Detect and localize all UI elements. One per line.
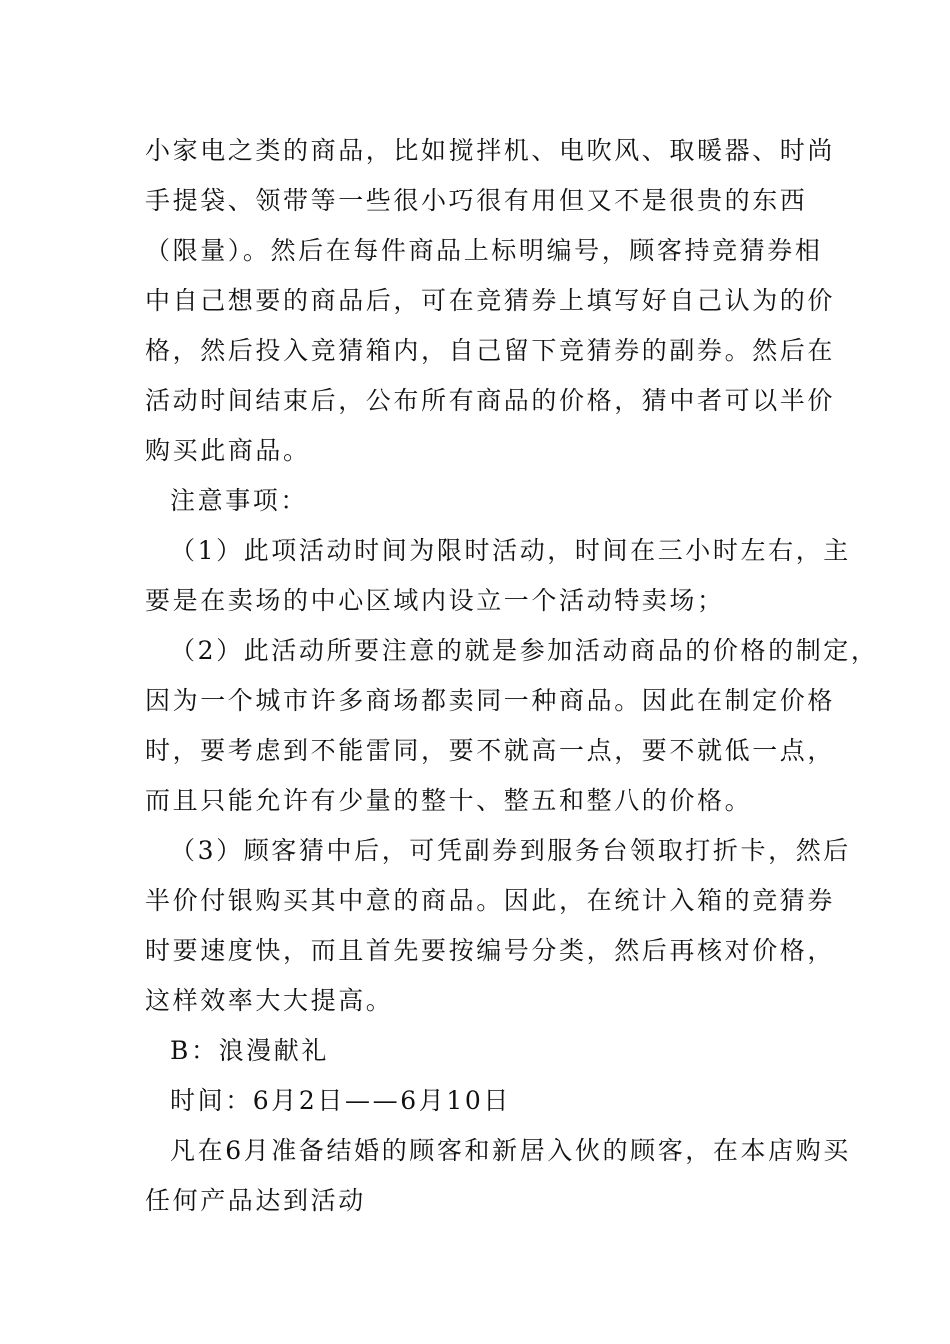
text-line: 时要速度快，而且首先要按编号分类，然后再核对价格，	[145, 936, 836, 965]
text-line: 购买此商品。	[145, 436, 311, 465]
text-line: 这样效率大大提高。	[145, 986, 394, 1015]
text-line: 时，要考虑到不能雷同，要不就高一点，要不就低一点，	[145, 736, 836, 765]
text-line: 格，然后投入竞猜箱内，自己留下竞猜券的副券。然后在	[145, 336, 836, 365]
text-line: 半价付银购买其中意的商品。因此，在统计入箱的竞猜券	[145, 886, 836, 915]
text-line: 中自己想要的商品后，可在竞猜券上填写好自己认为的价	[145, 286, 836, 315]
text-line: 活动时间结束后，公布所有商品的价格，猜中者可以半价	[145, 386, 836, 415]
text-line: （限量）。然后在每件商品上标明编号，顾客持竞猜券相	[145, 236, 823, 265]
section-heading: B：浪漫献礼	[170, 1036, 329, 1065]
paragraph-notes-heading	[145, 476, 825, 526]
document-body	[145, 126, 879, 1226]
text-line: 而且只能允许有少量的整十、整五和整八的价格。	[145, 786, 753, 815]
section-heading: 注意事项：	[170, 486, 309, 515]
text-line: （1）此项活动时间为限时活动，时间在三小时左右，主	[170, 536, 851, 565]
text-line: 任何产品达到活动	[145, 1186, 366, 1215]
paragraph-offer	[145, 1126, 851, 1226]
text-line: 因为一个城市许多商场都卖同一种商品。因此在制定价格	[145, 686, 836, 715]
text-line: 小家电之类的商品，比如搅拌机、电吹风、取暖器、时尚	[145, 136, 836, 165]
text-line: （3）顾客猜中后，可凭副券到服务台领取打折卡，然后	[170, 836, 851, 865]
text-line: 要是在卖场的中心区域内设立一个活动特卖场；	[145, 586, 725, 615]
paragraph-note-3	[145, 826, 851, 1026]
paragraph-note-1	[145, 526, 851, 626]
paragraph-note-2	[145, 626, 879, 826]
text-line: 凡在6月准备结婚的顾客和新居入伙的顾客，在本店购买	[170, 1136, 851, 1165]
text-line: （2）此活动所要注意的就是参加活动商品的价格的制定，	[170, 636, 879, 665]
paragraph-time	[145, 1076, 825, 1126]
paragraph-section-b-heading	[145, 1026, 825, 1076]
paragraph-guessing-rules	[145, 126, 836, 476]
text-line: 手提袋、领带等一些很小巧很有用但又不是很贵的东西	[145, 186, 808, 215]
text-line: 时间：6月2日——6月10日	[170, 1086, 511, 1115]
